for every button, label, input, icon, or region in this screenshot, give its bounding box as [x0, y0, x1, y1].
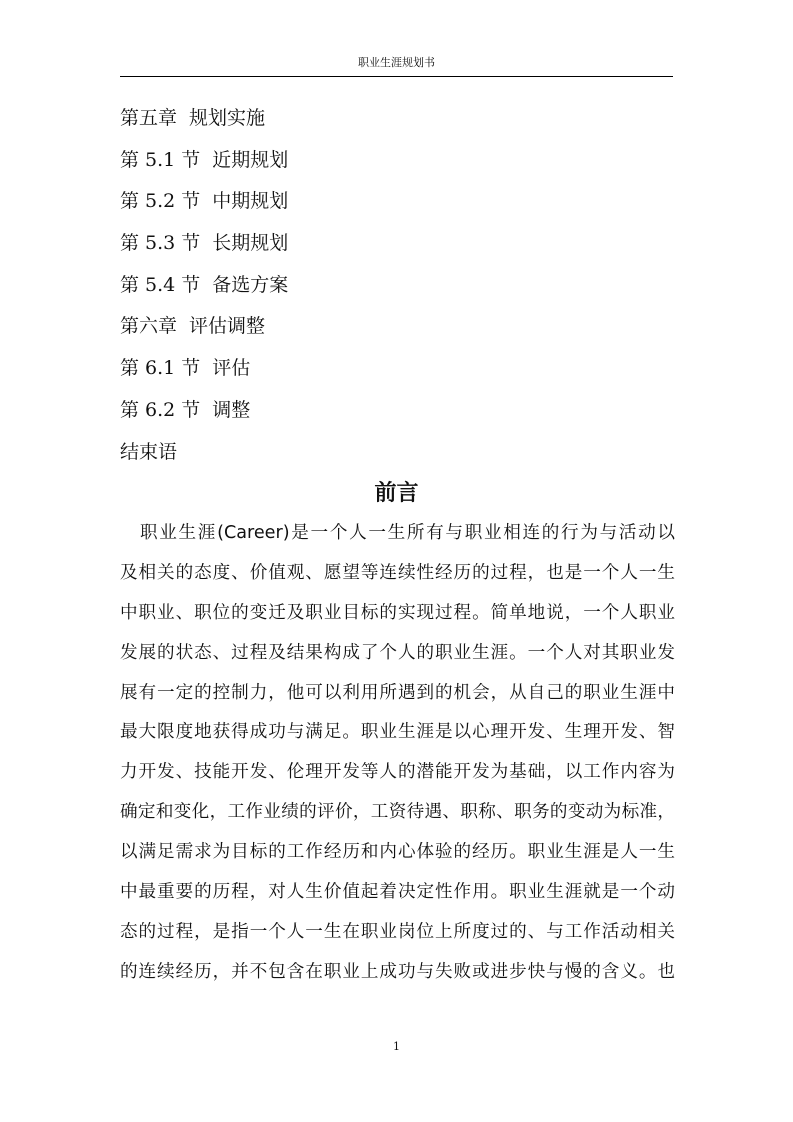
toc-item-number: 第五章 — [120, 107, 178, 129]
page-header — [120, 56, 673, 77]
preface-line: 的连续经历，并不包含在职业上成功与失败或进步快与慢的含义。也 — [120, 961, 675, 982]
preface-line: 确定和变化，工作业绩的评价，工资待遇、职称、职务的变动为标准， — [120, 802, 675, 823]
header-title: 职业生涯规划书 — [358, 56, 435, 69]
toc-item-title: 评估调整 — [189, 315, 266, 338]
preface-line: 中最重要的历程，对人生价值起着决定性作用。职业生涯就是一个动 — [120, 882, 675, 903]
toc-item-number: 第六章 — [120, 315, 178, 338]
toc-item-title: 长期规划 — [212, 232, 289, 255]
toc-item — [120, 181, 673, 223]
toc-item-number: 第 6.2 节 — [120, 398, 201, 421]
toc-item-number: 第 5.4 节 — [120, 273, 201, 296]
toc-item — [120, 140, 673, 182]
preface-line: 态的过程，是指一个人一生在职业岗位上所度过的、与工作活动相关 — [120, 921, 675, 942]
toc-item — [120, 390, 673, 432]
preface-body — [120, 514, 675, 993]
toc-item-title: 评估 — [212, 357, 251, 380]
preface-line: 中职业、职位的变迁及职业目标的实现过程。简单地说，一个人职业 — [120, 602, 675, 623]
toc-item — [120, 223, 673, 265]
preface-line: 以满足需求为目标的工作经历和内心体验的经历。职业生涯是人一生 — [120, 842, 675, 863]
toc-item-number: 第 6.1 节 — [120, 357, 201, 380]
toc-item-number: 第 5.3 节 — [120, 232, 201, 255]
preface-line: 展有一定的控制力，他可以利用所遇到的机会，从自己的职业生涯中 — [120, 682, 675, 703]
preface-line: 发展的状态、过程及结果构成了个人的职业生涯。一个人对其职业发 — [120, 642, 675, 663]
toc-item-number: 第 5.2 节 — [120, 190, 201, 213]
toc-item-title: 中期规划 — [212, 190, 289, 213]
preface-line: 力开发、技能开发、伦理开发等人的潜能开发为基础，以工作内容为 — [120, 762, 675, 783]
page-number: 1 — [393, 1040, 400, 1053]
toc-item-title: 备选方案 — [212, 273, 289, 296]
preface-line: 最大限度地获得成功与满足。职业生涯是以心理开发、生理开发、智 — [120, 722, 675, 743]
toc-item — [120, 432, 673, 474]
toc-item — [120, 98, 673, 140]
preface-line: 及相关的态度、价值观、愿望等连续性经历的过程，也是一个人一生 — [120, 562, 675, 583]
table-of-contents — [120, 98, 673, 473]
toc-item-title: 近期规划 — [212, 148, 289, 171]
toc-item — [120, 348, 673, 390]
toc-item-title: 调整 — [212, 398, 251, 421]
toc-item — [120, 306, 673, 348]
preface-title: 前言 — [374, 481, 419, 506]
preface-line: 职业生涯(Career)是一个人一生所有与职业相连的行为与活动以 — [140, 523, 675, 543]
toc-item-number: 结束语 — [120, 440, 178, 463]
toc-item — [120, 265, 673, 307]
toc-item-title: 规划实施 — [189, 107, 266, 129]
toc-item-number: 第 5.1 节 — [120, 148, 201, 171]
